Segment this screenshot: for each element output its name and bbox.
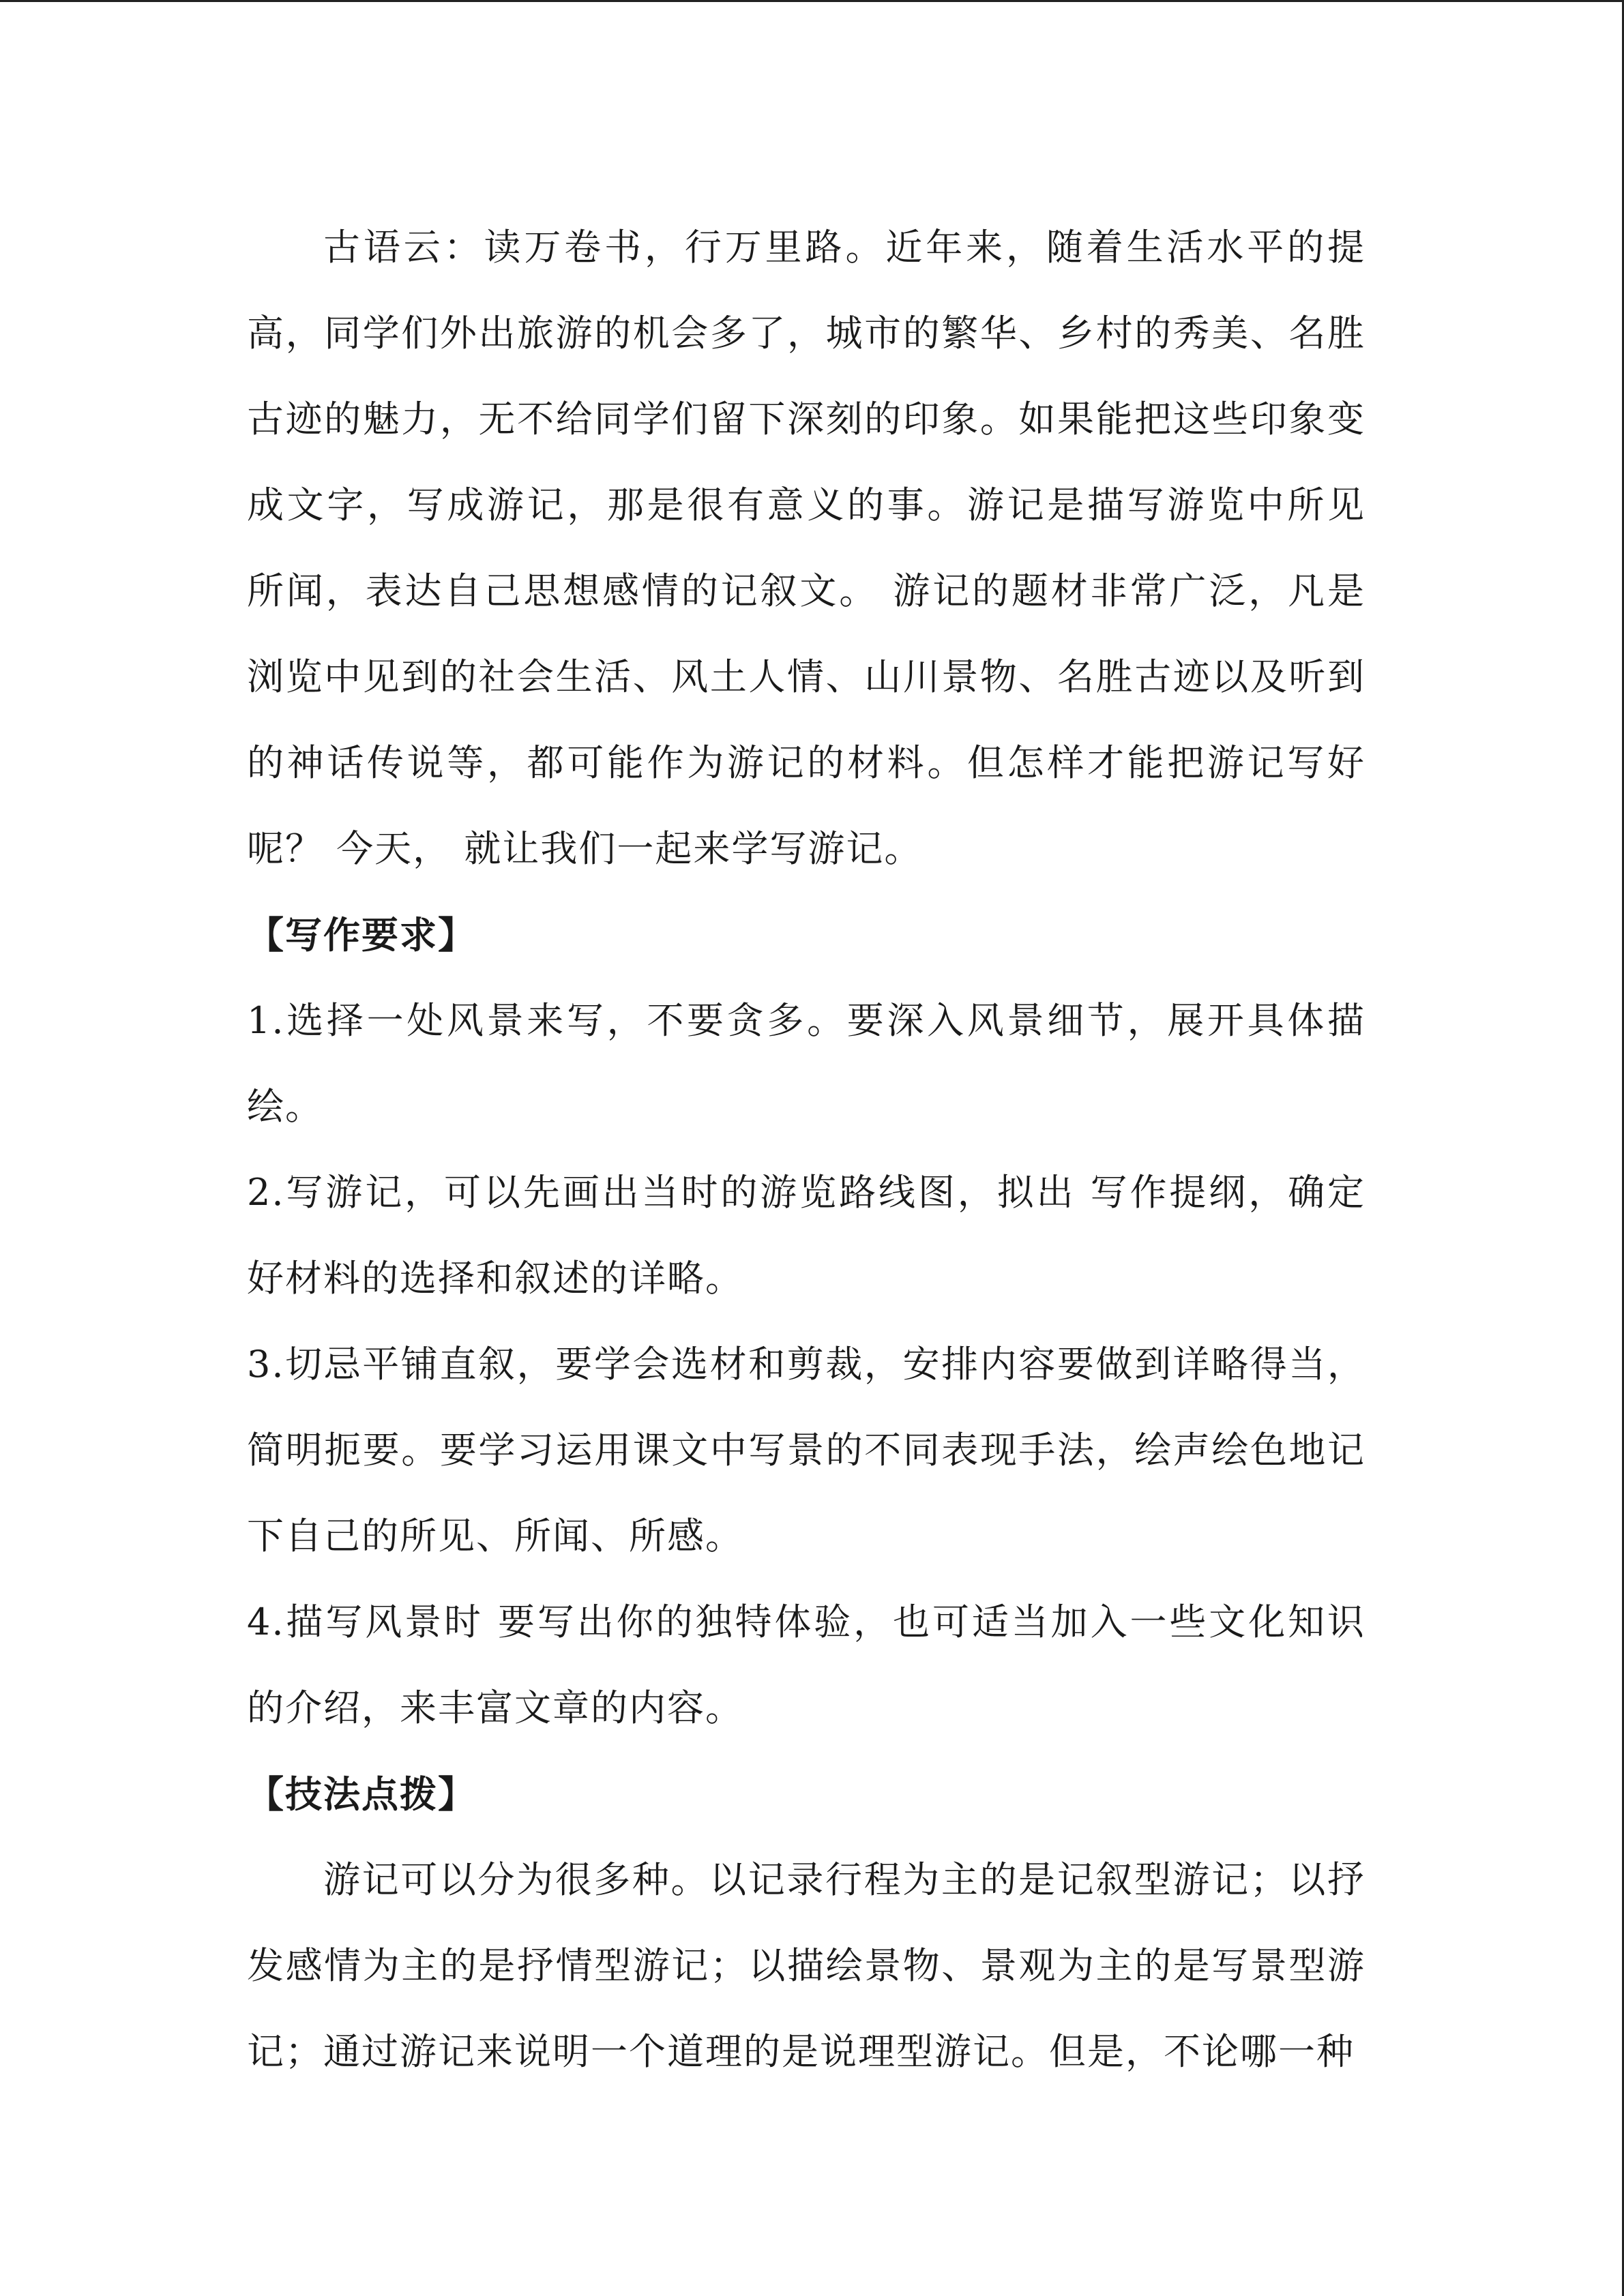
page-edge-top [0,0,1624,2]
technique-tips-heading: 【技法点拨】 [247,1772,476,1816]
technique-paragraph: 游记可以分为很多种。以记录行程为主的是记叙型游记；以抒发感情为主的是抒情型游记；以描绘景物、景观为主的是写景型游记；通过游记来说明一个道理的是说理型游记。但是，不论哪一种 [247,1858,1365,2073]
requirement-item-4: 4.描写风景时 要写出你的独特体验，也可适当加入一些文化知识的介绍，来丰富文章的内容。 [247,1600,1365,1729]
document-body [247,205,1365,2095]
requirement-item-3: 3.切忌平铺直叙，要学会选材和剪裁，安排内容要做到详略得当，简明扼要。要学习运用课文中写景的不同表现手法，绘声绘色地记下自己的所见、所闻、所感。 [247,1343,1365,1557]
writing-requirements-heading: 【写作要求】 [247,913,476,957]
requirement-item-2: 2.写游记，可以先画出当时的游览路线图，拟出 写作提纲，确定好材料的选择和叙述的详略。 [247,1171,1365,1300]
intro-paragraph: 古语云：读万卷书，行万里路。近年来，随着生活水平的提高，同学们外出旅游的机会多了，城市的繁华、乡村的秀美、名胜古迹的魅力，无不给同学们留下深刻的印象。如果能把这些印象变成文字，写成游记，那是很有意义的事。游记是描写游览中所见 所闻，表达自己思想感情的记叙文。 游记的题材非常广泛，凡是浏览中见到的社会生活、风土人情、山川景物、名胜古迹以及听到的神话传说等，都可能作为游记的材料。但怎样才能把游记写好呢？ 今天， 就让我们一起来学写游记。 [247,226,1365,870]
requirement-item-1: 1.选择一处风景来写，不要贪多。要深入风景细节，展开具体描绘。 [247,999,1365,1128]
